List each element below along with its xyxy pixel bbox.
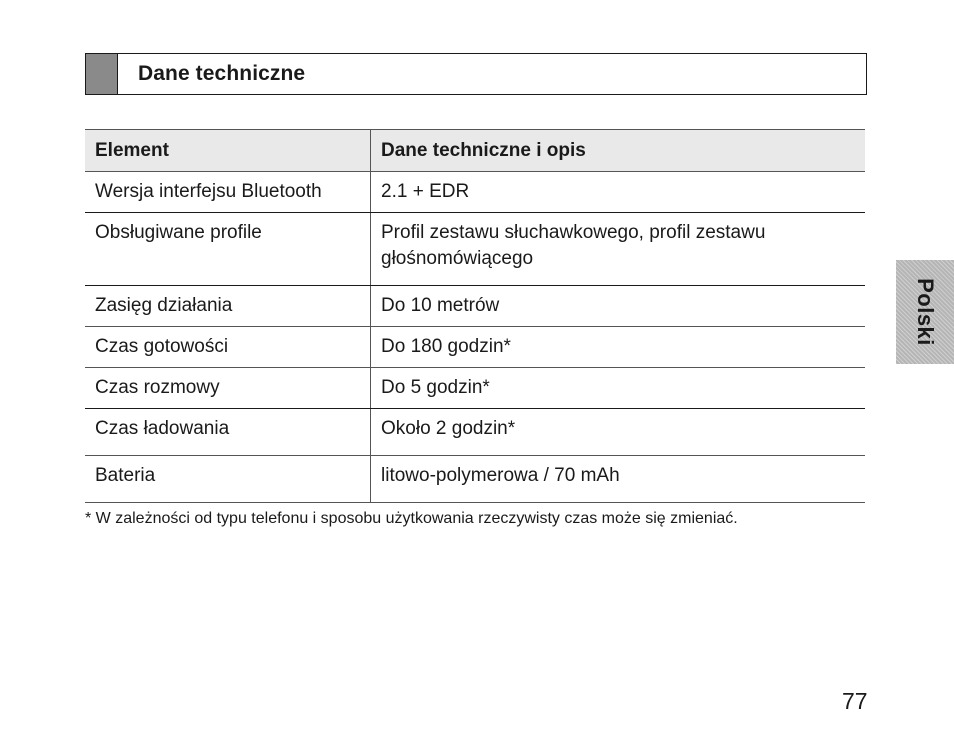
section-heading	[85, 53, 867, 95]
specifications-table	[85, 129, 865, 503]
table-row	[85, 327, 865, 368]
table-row	[85, 213, 865, 286]
table-row	[85, 172, 865, 213]
row-label: Bateria	[85, 456, 371, 503]
table-row	[85, 368, 865, 409]
column-header-element: Element	[85, 130, 371, 172]
table-header-row	[85, 130, 865, 172]
row-label: Czas ładowania	[85, 409, 371, 456]
column-header-description: Dane techniczne i opis	[371, 130, 866, 172]
row-value: Około 2 godzin*	[371, 409, 866, 456]
row-value: Profil zestawu słuchawkowego, profil zestawu głośnomówiącego	[371, 213, 866, 286]
row-label: Czas gotowości	[85, 327, 371, 368]
table-row	[85, 286, 865, 327]
row-value: litowo-polymerowa / 70 mAh	[371, 456, 866, 503]
language-tab-label: Polski	[913, 278, 938, 346]
row-label: Obsługiwane profile	[85, 213, 371, 286]
row-value: Do 180 godzin*	[371, 327, 866, 368]
section-marker	[86, 54, 118, 94]
row-label: Wersja interfejsu Bluetooth	[85, 172, 371, 213]
row-label: Zasięg działania	[85, 286, 371, 327]
table-row	[85, 409, 865, 456]
row-label: Czas rozmowy	[85, 368, 371, 409]
section-title: Dane techniczne	[138, 62, 306, 85]
page-number: 77	[842, 688, 868, 714]
row-value: Do 10 metrów	[371, 286, 866, 327]
row-value: Do 5 godzin*	[371, 368, 866, 409]
table-row	[85, 456, 865, 503]
row-value: 2.1 + EDR	[371, 172, 866, 213]
footnote: * W zależności od typu telefonu i sposobu użytkowania rzeczywisty czas może się zmieniać.	[85, 510, 738, 527]
language-tab	[896, 260, 954, 364]
